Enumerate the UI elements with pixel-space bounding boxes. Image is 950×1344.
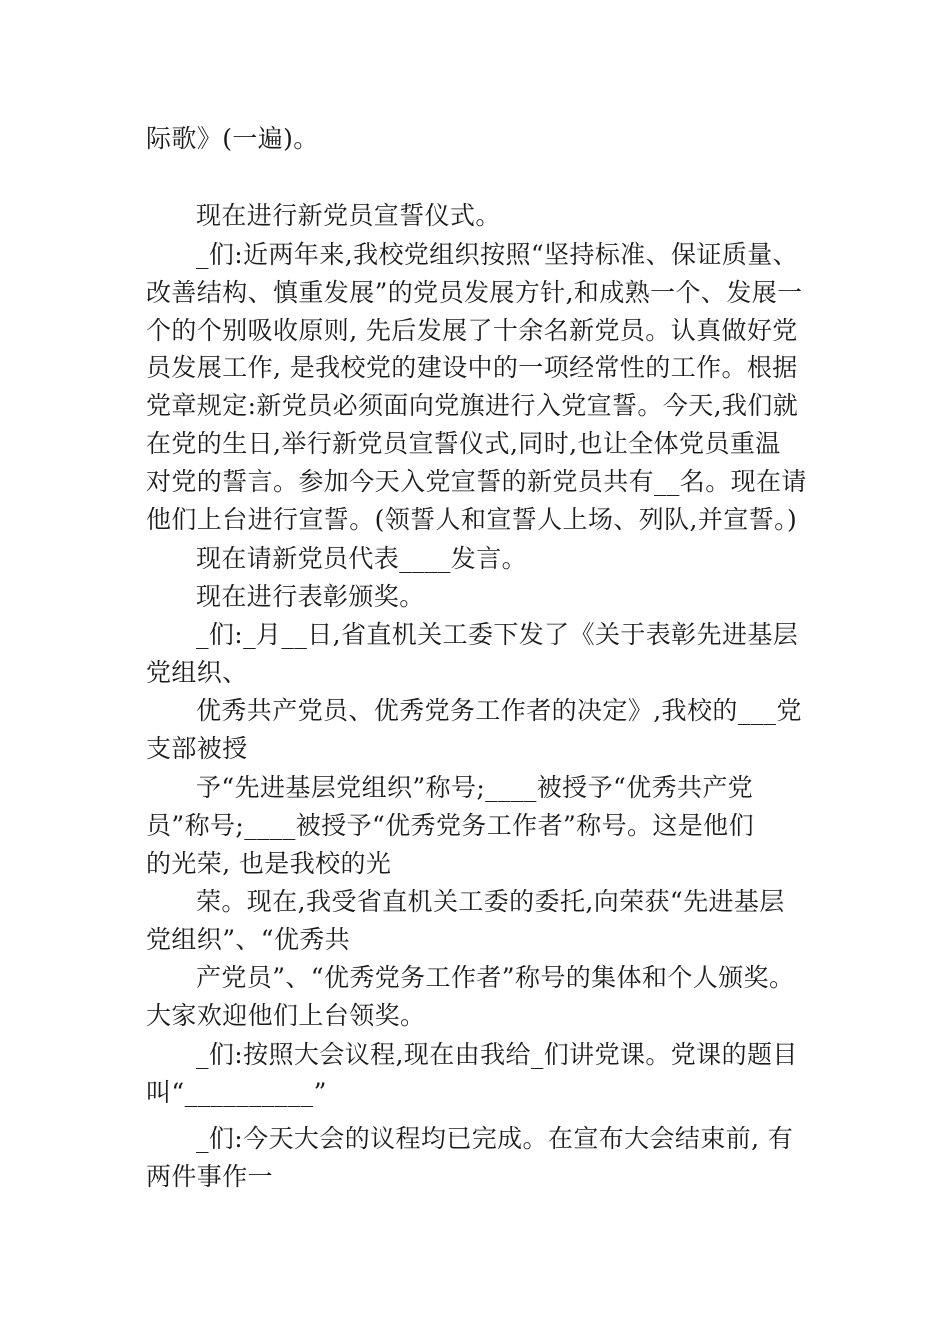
text-line: 党章规定:新党员必须面向党旗进行入党宣誓。今天,我们就 xyxy=(146,391,799,420)
text-line: _们:按照大会议程,现在由我给_们讲党课。党课的题目 xyxy=(196,1040,798,1069)
text-line: _们:近两年来,我校党组织按照“坚持标准、保证质量、 xyxy=(196,240,799,269)
text-line: 大家欢迎他们上台领奖。 xyxy=(146,1001,426,1030)
text-line: _们:今天大会的议程均已完成。在宣布大会结束前, 有 xyxy=(196,1124,794,1153)
text-line: 他们上台进行宣誓。(领誓人和宣誓人上场、列队,并宣誓。) xyxy=(146,505,798,534)
text-line: 产党员”、“优秀党务工作者”称号的集体和个人颁奖。 xyxy=(196,963,795,992)
text-line: 叫“__________” xyxy=(146,1078,327,1107)
text-line: 际歌》(一遍)。 xyxy=(146,124,319,153)
text-line: 优秀共产党员、优秀党务工作者的决定》,我校的___党 xyxy=(196,696,802,725)
text-line: 两件事作一 xyxy=(146,1162,274,1191)
text-line: 员”称号;____被授予“优秀党务工作者”称号。这是他们 xyxy=(146,811,754,840)
text-line: 党组织、 xyxy=(146,658,248,687)
text-line: _们:_月__日,省直机关工委下发了《关于表彰先进基层 xyxy=(196,620,799,649)
text-line: 予“先进基层党组织”称号;____被授予“优秀共产党 xyxy=(196,773,754,802)
text-line: 对党的誓言。参加今天入党宣誓的新党员共有__名。现在请 xyxy=(146,467,807,496)
text-line: 现在进行新党员宣誓仪式。 xyxy=(196,201,501,230)
text-line: 在党的生日,举行新党员宣誓仪式,同时,也让全体党员重温 xyxy=(146,429,781,458)
text-line: 党组织”、“优秀共 xyxy=(146,925,351,954)
text-line: 改善结构、慎重发展”的党员发展方针,和成熟一个、发展一 xyxy=(146,278,803,307)
text-line: 现在请新党员代表____发言。 xyxy=(196,544,528,573)
text-line: 员发展工作, 是我校党的建设中的一项经常性的工作。根据 xyxy=(146,353,798,382)
text-line: 荣。现在,我受省直机关工委的委托,向荣获“先进基层 xyxy=(196,887,785,916)
text-line: 支部被授 xyxy=(146,734,248,763)
text-line: 的光荣, 也是我校的光 xyxy=(146,849,392,878)
text-line: 个的个别吸收原则, 先后发展了十余名新党员。认真做好党 xyxy=(146,316,798,345)
text-line: 现在进行表彰颁奖。 xyxy=(196,582,425,611)
